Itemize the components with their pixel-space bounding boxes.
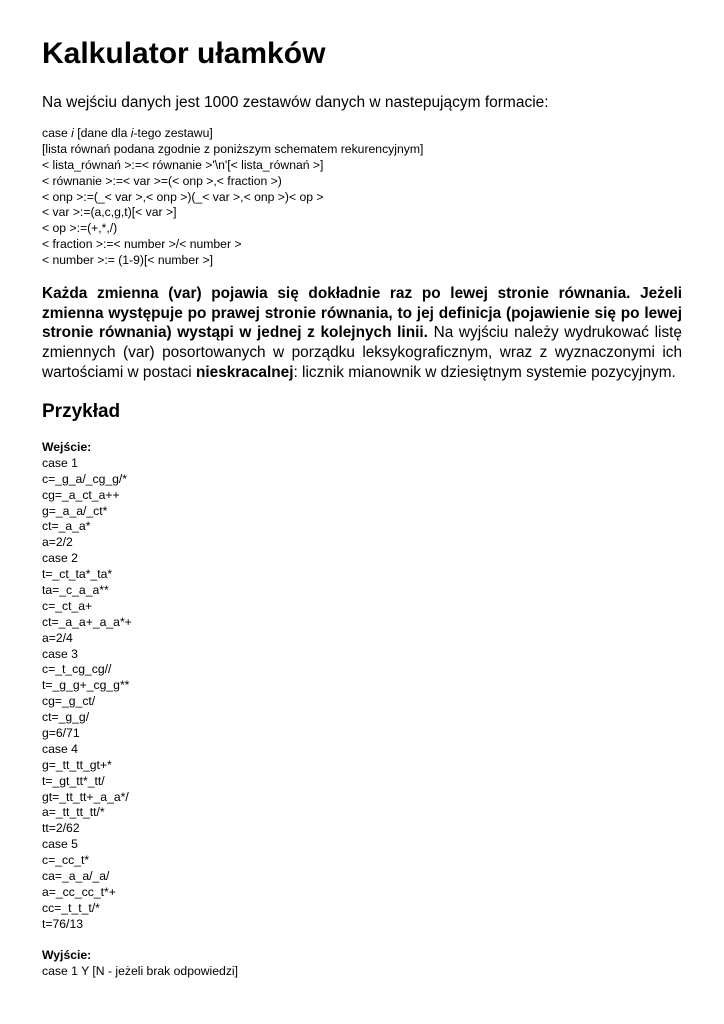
intro-text: Na wejściu danych jest 1000 zestawów danych w nastepującym formacie:: [42, 94, 549, 111]
code-line: case 2: [42, 551, 78, 566]
description-text-2: : licznik mianownik w dziesiętnym systemie pozycyjnym.: [293, 363, 676, 381]
grammar-line: < onp >:=(_< var >,< onp >)(_< var >,< onp >)< op >: [42, 189, 324, 204]
code-line: a=_tt_tt_tt/*: [42, 805, 105, 820]
code-line: t=76/13: [42, 916, 84, 931]
output-lines: [42, 964, 238, 980]
code-line: case 1 Y [N - jeżeli brak odpowiedzi]: [42, 963, 239, 978]
code-line: t=_g_g+_cg_g**: [42, 678, 130, 693]
grammar-line: < równanie >:=< var >=(< onp >,< fraction >): [42, 173, 282, 188]
code-line: cg=_a_ct_a++: [42, 487, 120, 502]
code-line: g=6/71: [42, 726, 80, 741]
code-line: t=_gt_tt*_tt/: [42, 773, 105, 788]
code-line: cg=_g_ct/: [42, 694, 96, 709]
grammar-line: < var >:=(a,c,g,t)[< var >]: [42, 205, 177, 220]
code-line: a=_cc_cc_t*+: [42, 884, 116, 899]
code-line: ct=_a_a*: [42, 519, 91, 534]
output-block: [42, 948, 238, 980]
code-line: g=_a_a/_ct*: [42, 503, 108, 518]
description-bold-word: nieskracalnej: [195, 363, 294, 381]
code-line: ct=_a_a+_a_a*+: [42, 614, 132, 629]
example-heading: Przykład: [42, 401, 121, 422]
grammar-case-var: i: [71, 126, 74, 140]
grammar-case-var2: i: [130, 126, 134, 140]
input-lines: [42, 456, 132, 933]
code-line: g=_tt_tt_gt+*: [42, 757, 112, 772]
code-line: ct=_g_g/: [42, 710, 90, 725]
code-line: case 1: [42, 455, 78, 470]
code-line: c=_cc_t*: [42, 853, 90, 868]
description-text-1: Na wyjściu należy wydrukować listę zmiennych (var) posortowanych w porządku leksykograficznym, wraz z wyznaczonymi ich wartościami w postaci: [42, 324, 682, 381]
grammar-line: < op >:=(+,*,/): [42, 221, 118, 236]
grammar-line: [lista równań podana zgodnie z poniższym schematem rekurencyjnym]: [42, 141, 424, 156]
grammar-case-prefix: case: [42, 126, 72, 140]
code-line: a=2/2: [42, 535, 73, 550]
code-line: tt=2/62: [42, 821, 80, 836]
input-block: [42, 440, 132, 933]
code-line: c=_t_cg_cg//: [42, 662, 112, 677]
code-line: c=_g_a/_cg_g/*: [42, 471, 128, 486]
code-line: case 5: [42, 837, 78, 852]
code-line: cc=_t_t_t/*: [42, 900, 100, 915]
grammar-line: < fraction >:=< number >/< number >: [42, 237, 242, 252]
input-label: Wejście:: [42, 440, 92, 454]
output-label: Wyjście:: [42, 948, 92, 962]
code-line: a=2/4: [42, 630, 73, 645]
code-line: ta=_c_a_a**: [42, 583, 109, 598]
grammar-case-mid: [dane dla: [73, 126, 131, 140]
grammar-line: < number >:= (1-9)[< number >]: [42, 253, 214, 268]
code-line: t=_ct_ta*_ta*: [42, 567, 113, 582]
code-line: gt=_tt_tt+_a_a*/: [42, 789, 129, 804]
page-title: Kalkulator ułamków: [42, 37, 326, 70]
grammar-block: [42, 126, 423, 269]
code-line: c=_ct_a+: [42, 598, 93, 613]
code-line: ca=_a_a/_a/: [42, 869, 110, 884]
grammar-case-suffix: -tego zestawu]: [133, 126, 213, 140]
code-line: case 3: [42, 646, 78, 661]
description-paragraph: [42, 284, 682, 383]
description-bold: Każda zmienna (var) pojawia się dokładnie raz po lewej stronie równania. Jeżeli zmienna występuje po prawej stronie równania, to jej definicja (pojawienie się po lewej stronie równania) wystąpi w jednej z kolejnych linii.: [42, 285, 682, 342]
code-line: case 4: [42, 741, 78, 756]
grammar-line: < lista_równań >:=< równanie >'\n'[< lista_równań >]: [42, 157, 324, 172]
grammar-case-line: [42, 126, 423, 142]
